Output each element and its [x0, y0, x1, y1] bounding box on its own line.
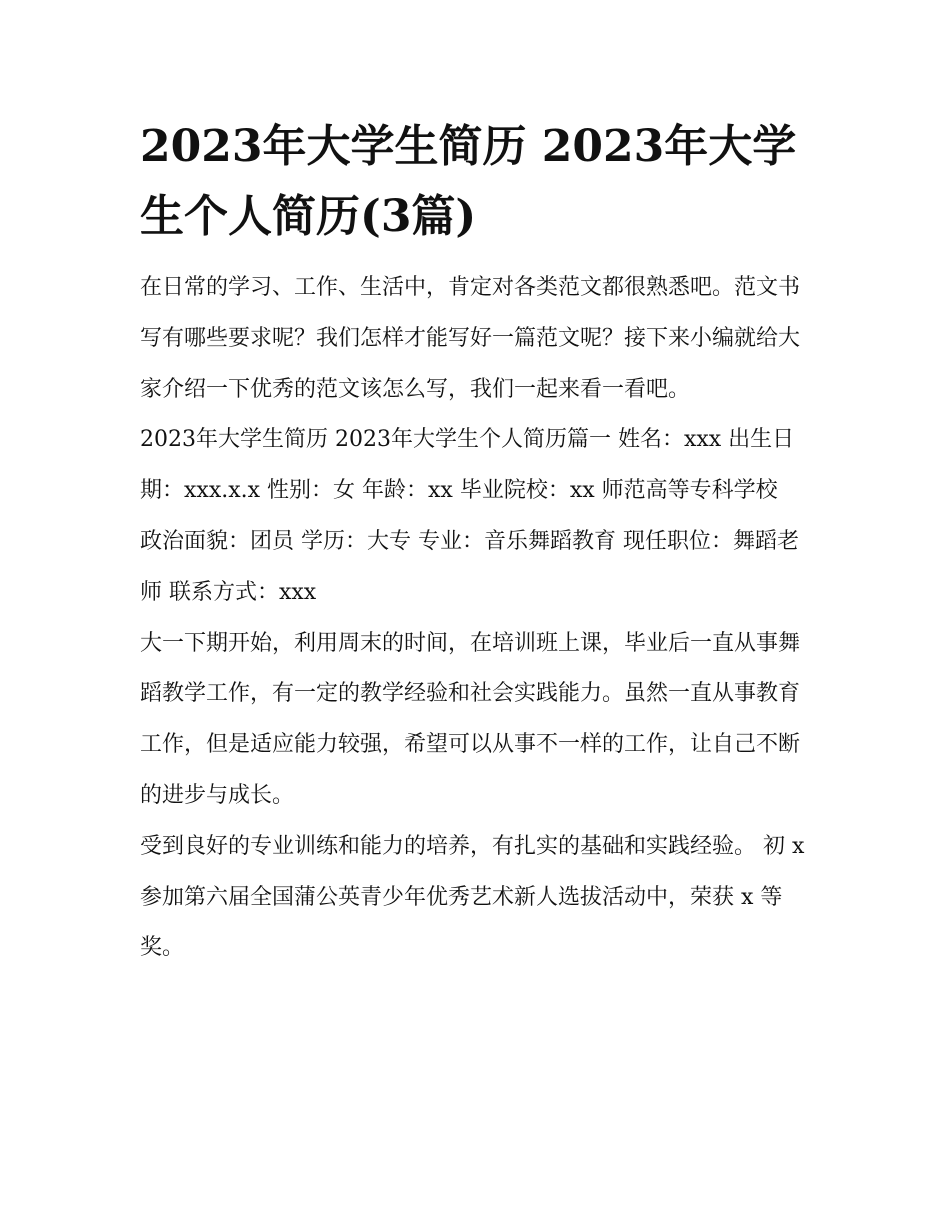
document-body [140, 263, 820, 974]
resume-awards: 受到良好的专业训练和能力的培养，有扎实的基础和实践经验。 初 x 参加第六届全国蒲公英青少年优秀艺术新人选拔活动中，荣获 x 等奖。 [140, 833, 805, 961]
intro-paragraph: 在日常的学习、工作、生活中，肯定对各类范文都很熟悉吧。范文书写有哪些要求呢？我们怎样才能写好一篇范文呢？接下来小编就给大家介绍一下优秀的范文该怎么写，我们一起来看一看吧。 [140, 275, 801, 402]
resume-basic-info: 2023年大学生简历 2023年大学生个人简历篇一 姓名：xxx 出生日期：xxx.x.x 性别：女 年龄：xx 毕业院校：xx 师范高等专科学校 [140, 427, 795, 504]
document-title: 2023年大学生简历 2023年大学生个人简历(3篇) [140, 121, 797, 242]
resume-experience: 大一下期开始，利用周末的时间，在培训班上课，毕业后一直从事舞蹈教学工作，有一定的教学经验和社会实践能力。虽然一直从事教育工作，但是适应能力较强，希望可以从事不一样的工作，让自己不断的进步与成长。 [140, 630, 801, 808]
document-page [140, 112, 820, 974]
resume-political-info: 政治面貌：团员 学历：大专 专业：音乐舞蹈教育 现任职位：舞蹈老师 联系方式：xxx [140, 528, 799, 605]
